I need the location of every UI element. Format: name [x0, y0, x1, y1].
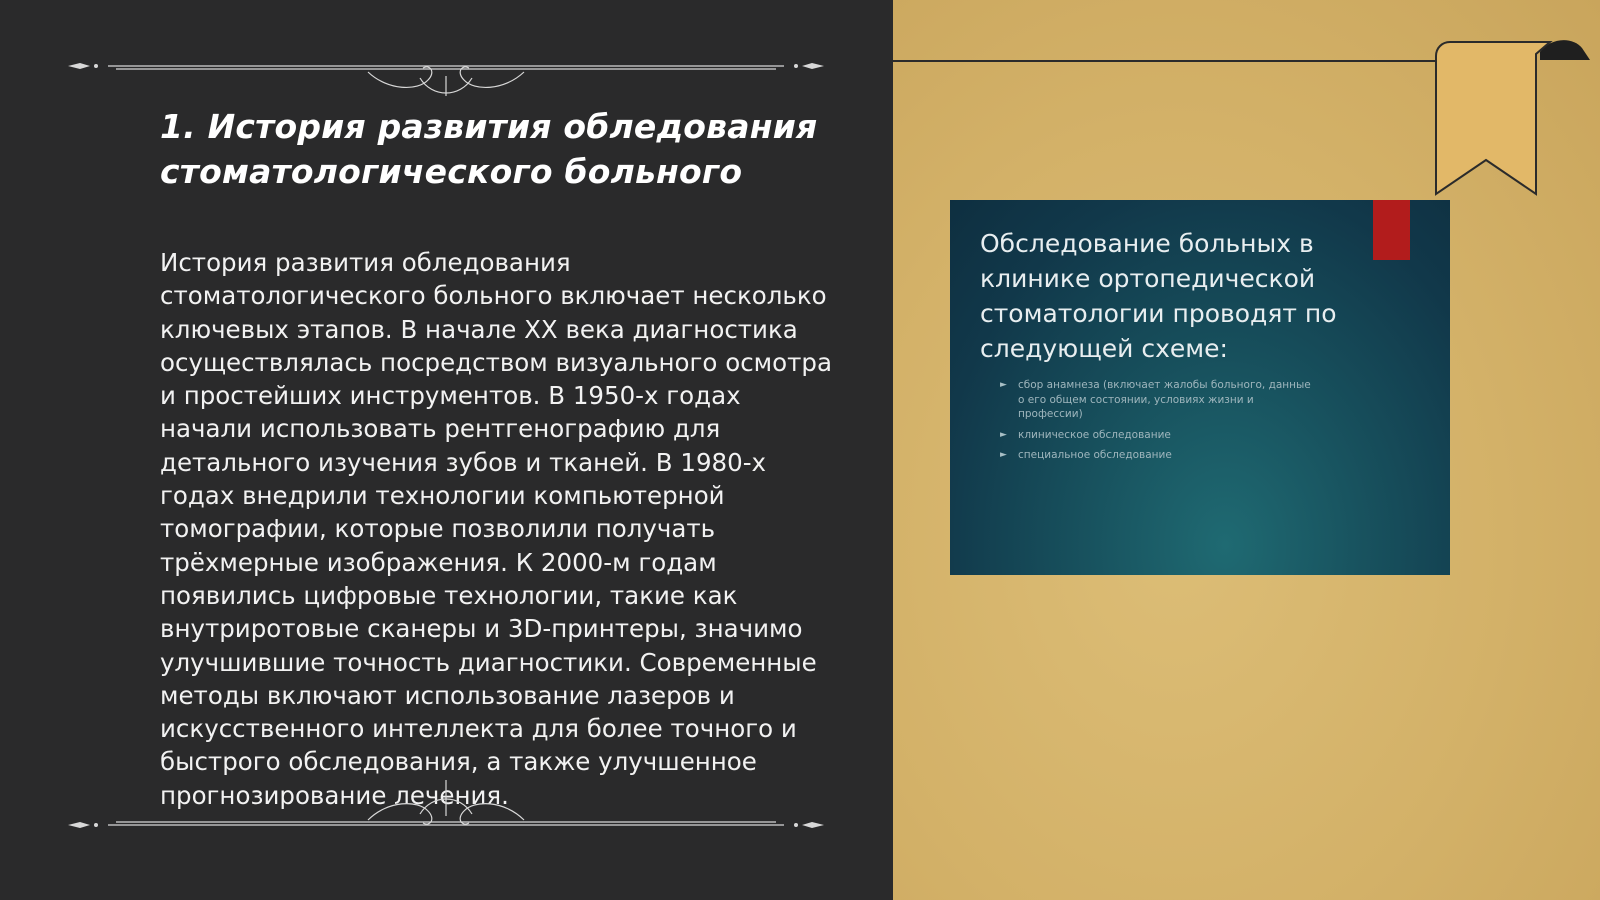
slide-image	[950, 200, 1450, 575]
bookmark-ribbon-icon	[1432, 34, 1590, 199]
horizontal-rule	[893, 60, 1438, 62]
slide-body-text: История развития обледования стоматологического больного включает несколько ключевых этапов. В начале XX века диагностика осуществлялась посредством визуального осмотра и простейших инструментов. В 1950-х годах начали использовать рентгенографию для детального изучения зубов и тканей. В 1980-х годах внедрили технологии компьютерной томографии, которые позволили получать трёхмерные изображения. К 2000-м годам появились цифровые технологии, такие как внутриротовые сканеры и 3D-принтеры, значимо улучшившие точность диагностики. Современные методы включают использование лазеров и искусственного интеллекта для более точного и быстрого обследования, а также улучшенное прогнозирование лечения.	[160, 248, 832, 810]
image-accent-block	[1373, 200, 1410, 260]
bullet-arrow-icon: ►	[1000, 429, 1007, 440]
image-bullet-item	[1000, 428, 1320, 443]
bullet-arrow-icon: ►	[1000, 450, 1007, 460]
image-bullet-item	[1000, 378, 1320, 422]
slide-title: 1. История развития обледования стоматологического больного	[160, 107, 818, 191]
top-ornament-divider	[68, 36, 824, 96]
image-title: Обследование больных в клинике ортопедической стоматологии проводят по следующей схеме:	[980, 229, 1337, 363]
image-bullet-item	[1000, 448, 1320, 463]
image-bullet-text: сбор анамнеза (включает жалобы больного, данные о его общем состоянии, условиях жизни и профессии)	[1018, 379, 1311, 420]
image-bullet-list	[1000, 378, 1320, 469]
bottom-ornament-divider	[68, 778, 824, 838]
image-bullet-text: специальное обследование	[1018, 449, 1172, 461]
bullet-arrow-icon: ►	[1000, 380, 1007, 390]
image-bullet-text: клиническое обследование	[1018, 428, 1171, 441]
